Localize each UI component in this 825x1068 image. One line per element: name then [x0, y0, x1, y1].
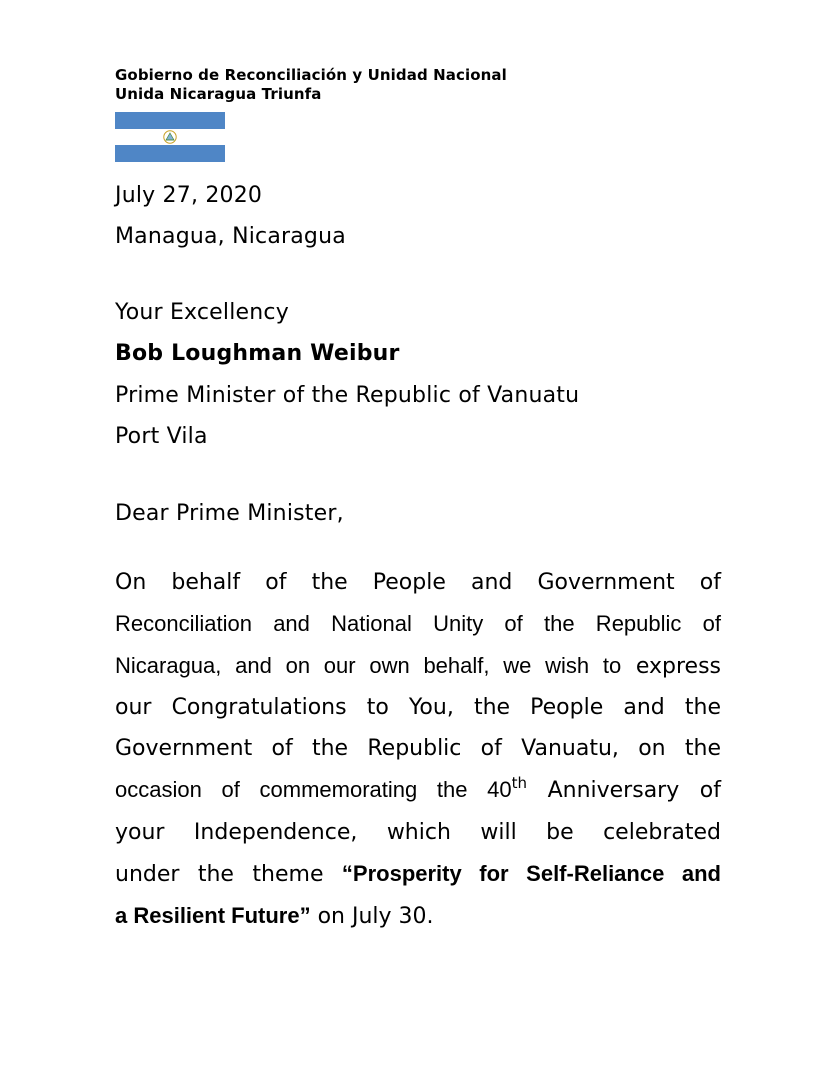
letter-date: July 27, 2020 [115, 183, 263, 208]
flag-top-stripe [115, 112, 225, 129]
addressee-city: Port Vila [115, 423, 208, 449]
body-text: occasion of commemorating the 40 [115, 777, 512, 803]
body-line: our Congratulations to You, the People and the [115, 694, 721, 720]
nicaragua-flag-icon [115, 112, 225, 162]
flag-center-stripe [115, 129, 225, 146]
body-text: under the theme [115, 862, 342, 888]
body-line: Reconciliation and National Unity of the Republic of [115, 611, 721, 637]
addressee-name: Bob Loughman Weibur [115, 341, 400, 367]
body-text: Anniversary of [527, 778, 721, 804]
body-line: your Independence, which will be celebrated [115, 819, 721, 845]
flag-bottom-stripe [115, 145, 225, 162]
salutation: Dear Prime Minister, [115, 501, 344, 526]
salutation-block [115, 493, 344, 534]
government-name: Gobierno de Reconciliación y Unidad Nacional [115, 66, 507, 84]
addressee-greeting: Your Excellency [115, 300, 289, 325]
letterhead [115, 66, 507, 104]
body-text: Nicaragua, and on our own behalf, we wish to [115, 652, 622, 678]
body-line [115, 895, 721, 937]
body-line: On behalf of the People and Government of [115, 570, 721, 595]
body-line: Nicaragua, and on our own behalf, we wish to express [115, 652, 721, 679]
theme-text: a Resilient Future” [115, 903, 311, 929]
body-line [115, 769, 721, 811]
letter-page [115, 0, 721, 1068]
coat-of-arms-icon [161, 130, 179, 144]
letter-place: Managua, Nicaragua [115, 224, 346, 250]
theme-text: “Prosperity for Self-Reliance and [341, 861, 721, 887]
letter-body [115, 562, 721, 938]
ordinal-suffix: th [511, 774, 528, 793]
addressee-block [115, 292, 579, 457]
body-line [115, 853, 721, 895]
body-text: on July 30. [310, 904, 434, 930]
government-slogan: Unida Nicaragua Triunfa [115, 85, 322, 103]
addressee-title: Prime Minister of the Republic of Vanuatu [115, 382, 580, 408]
body-line: Government of the Republic of Vanuatu, on the [115, 736, 721, 762]
date-block [115, 175, 346, 258]
